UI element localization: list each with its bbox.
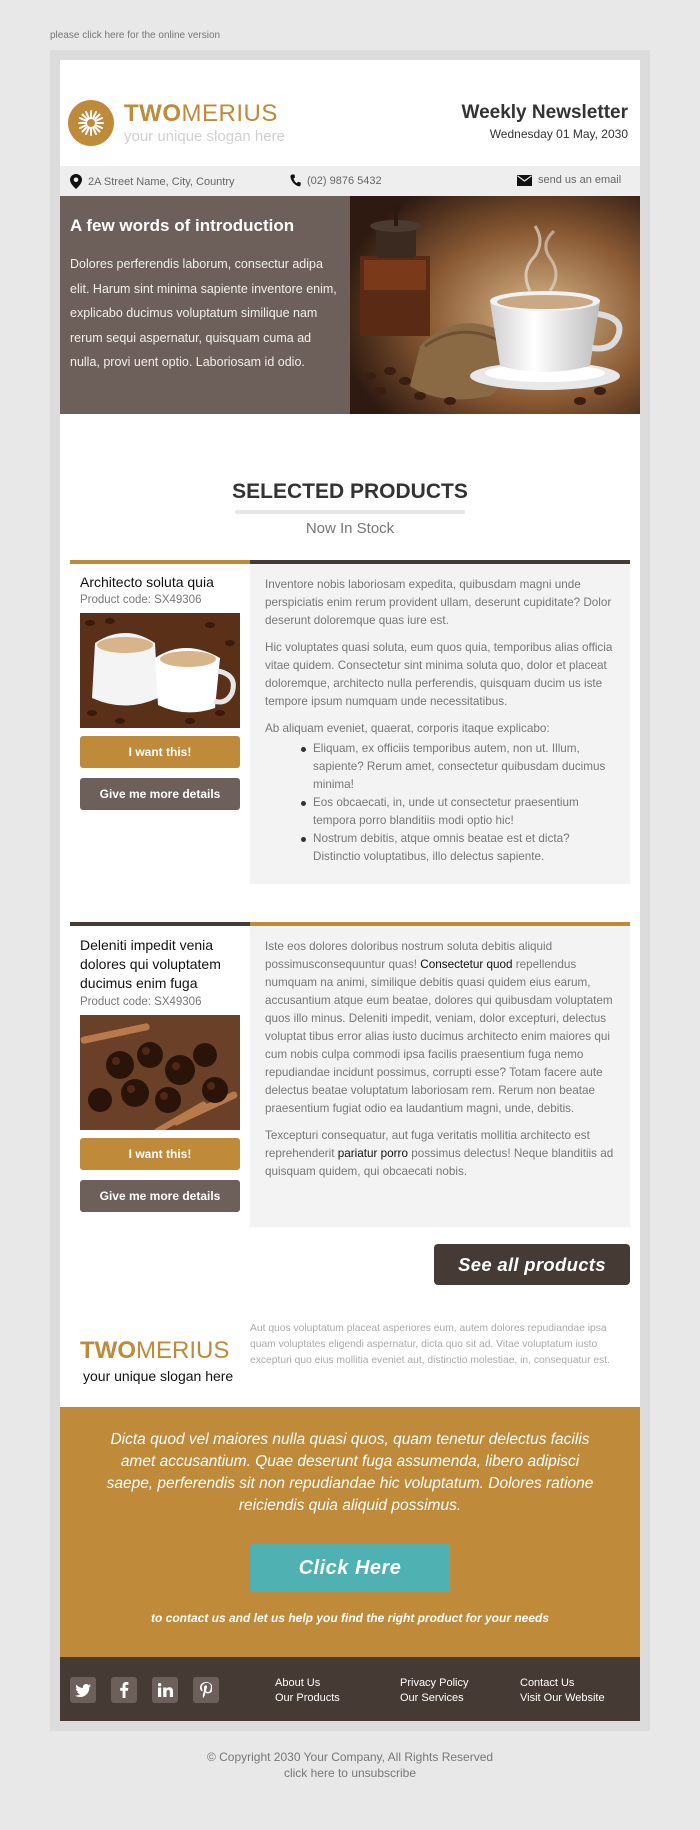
see-all-products-button[interactable]: See all products <box>434 1244 630 1285</box>
product-1-description <box>250 564 630 884</box>
footer-link-products[interactable]: Our Products <box>275 1692 340 1704</box>
linkedin-icon[interactable] <box>152 1677 178 1703</box>
phone-text: (02) 9876 5432 <box>307 174 382 187</box>
email-link[interactable]: send us an email <box>538 174 622 186</box>
title-underline <box>235 510 465 514</box>
footer-blurb: Aut quos voluptatum placeat asperiores eum, autem dolores repudiandae ipsa quam voluptates eligendi aspernatur, dicta quo sit ad. Vitae voluptatum iusto excepturi quo eius mollitia eveniet aut, distinctio molestiae, in, consequatur est. <box>250 1323 611 1366</box>
email-body <box>60 60 640 1721</box>
product-1-bullet-list <box>265 740 615 866</box>
envelope-icon <box>517 175 532 186</box>
copyright: © Copyright 2030 Your Company, All Rights Reserved <box>206 1750 494 1764</box>
product-1-details-button[interactable]: Give me more details <box>80 778 240 810</box>
highlighted-link[interactable]: Consectetur quod <box>420 958 513 971</box>
brand-bold: TWO <box>80 1337 136 1364</box>
intro-body: Dolores perferendis laborum, consectur adipa elit. Harum sint minima sapiente inventore enim, explicabo ducimus voluptatum similique nam rerum sequi aspernatur, quisquam cuma ad nulla, provi uent optio. Laboriosam id odio. <box>70 257 337 369</box>
newsletter-date: Wednesday 01 May, 2030 <box>489 127 628 141</box>
footer-link-services[interactable]: Our Services <box>400 1692 464 1704</box>
footer-slogan: your unique slogan here <box>83 1368 234 1384</box>
product-1-accent-bar <box>70 560 250 564</box>
online-version-link[interactable]: please click here for the online version <box>50 30 221 41</box>
map-pin-icon <box>70 174 82 189</box>
brand-light: MERIUS <box>181 100 278 127</box>
phone <box>290 174 382 187</box>
twitter-icon[interactable] <box>70 1677 96 1703</box>
footer-link-website[interactable]: Visit Our Website <box>520 1692 605 1704</box>
list-item: Nostrum debitis, atque omnis beatae est et dicta? Distinctio voluptatibus, illo delectus sapiente. <box>313 830 615 866</box>
logo-sun-icon <box>68 100 114 146</box>
slogan: your unique slogan here <box>124 128 285 145</box>
footer-link-privacy[interactable]: Privacy Policy <box>400 1677 469 1689</box>
paragraph-text: possimus delectus! Neque blanditiis ad quisquam quidem, qui obcaecati nobis. <box>265 1147 614 1178</box>
brand-bold: TWO <box>124 100 182 127</box>
cta-quote: Dicta quod vel maiores nulla quasi quos, quam tenetur delectus facilis amet accusantium. Quae deserunt fuga assumenda, libero adipisci saepe, perferendis sit non repudiandae hic voluptatum. Dolores ratione reiciendis quia aliquid possimus. <box>106 1431 594 1514</box>
product-2-paragraph <box>265 1127 615 1181</box>
product-2-name[interactable]: Deleniti impedit venia dolores qui voluptatem ducimus enim fuga <box>80 937 221 991</box>
product-2-code: Product code: SX49306 <box>80 996 202 1008</box>
footer-link-contact[interactable]: Contact Us <box>520 1677 575 1689</box>
paragraph-text: repellendus numquam na animi, similique debitis quasi quidem eius earum, accusantium atque eum beatae, dolores qui quibusdam voluptatem quos illo minus. Deleniti impedit, veniam, dolor excepturi, delectus voluptat tibus error alias iusto ducimus architecto enim maiores qui cum nobis culpa commodi ipsa facilis praesentium fuga nemo repudiandae incidunt possimus, corrupti esse? Totam facere aute delectus beatae voluptatum laboriosam rem. Rerum non beatae praesentium fugiat odio ea laudantium magni, unde, debitis. <box>265 958 613 1115</box>
brand-light: MERIUS <box>135 1337 230 1364</box>
product-2-image[interactable] <box>80 1015 240 1130</box>
paragraph-text: Texcepturi consequatur, aut fuga veritatis mollitia architecto est reprehenderit <box>265 1129 590 1160</box>
product-2-details-button[interactable]: Give me more details <box>80 1180 240 1212</box>
product-1-paragraph: Hic voluptates quasi soluta, eum quos quia, temporibus alias officia vitae quidem. Consectetur sint minima soluta quo, dolor et placeat doloremque, architecto nulla perferendis, quisquam ducim us iste tempore ipsum numquam unde necessitatibus. <box>265 641 613 708</box>
address-text: 2A Street Name, City, Country <box>88 175 235 188</box>
product-2-description <box>250 926 630 1227</box>
newsletter-title: Weekly Newsletter <box>461 102 628 123</box>
phone-icon <box>290 174 301 187</box>
paragraph-text: Iste eos dolores doloribus nostrum soluta debitis aliquid possimusconsequuntur quas! <box>265 940 553 971</box>
facebook-icon[interactable] <box>111 1677 137 1703</box>
pinterest-icon[interactable] <box>193 1677 219 1703</box>
product-1-code: Product code: SX49306 <box>80 594 202 606</box>
list-item: Eliquam, ex officiis temporibus autem, non ut. Illum, sapiente? Rerum amet, consectetur quibusdam ducimus minima! <box>313 740 615 794</box>
product-1-name[interactable]: Architecto soluta quia <box>80 574 214 590</box>
highlighted-link[interactable]: pariatur porro <box>337 1147 408 1160</box>
address <box>70 174 235 189</box>
email-contact[interactable] <box>517 174 621 186</box>
hero-image <box>350 196 640 414</box>
product-2-want-button[interactable]: I want this! <box>80 1138 240 1170</box>
products-section-title: SELECTED PRODUCTS <box>232 480 468 503</box>
footer-bar <box>60 1657 640 1721</box>
brand-logo-text[interactable] <box>124 100 278 128</box>
intro-panel <box>60 196 350 414</box>
contact-bar <box>60 166 640 196</box>
footer-brand-logo[interactable] <box>80 1337 229 1365</box>
unsubscribe-link[interactable]: click here to unsubscribe <box>283 1766 417 1780</box>
product-1-paragraph: Ab aliquam eveniet, quaerat, corporis itaque explicabo: <box>265 722 550 735</box>
click-here-button[interactable]: Click Here <box>250 1544 450 1592</box>
product-1-want-button[interactable]: I want this! <box>80 736 240 768</box>
product-2-paragraph <box>265 938 615 1118</box>
product-2-accent-bar-dark <box>70 922 250 926</box>
product-1-paragraph: Inventore nobis laboriosam expedita, quibusdam magni unde perspiciatis enim rerum provident ullam, deserunt cupiditate? Dolor deserunt doloremque quas iure est. <box>265 578 612 627</box>
products-section-subtitle: Now In Stock <box>305 520 395 537</box>
call-to-action-panel <box>60 1407 640 1657</box>
product-1-image[interactable] <box>80 613 240 728</box>
list-item: Eos obcaecati, in, unde ut consectetur praesentium tempora porro blanditiis modi optio hic! <box>313 794 615 830</box>
intro-heading: A few words of introduction <box>70 216 295 235</box>
cta-note: to contact us and let us help you find the right product for your needs <box>150 1611 549 1625</box>
footer-link-about[interactable]: About Us <box>275 1677 321 1689</box>
